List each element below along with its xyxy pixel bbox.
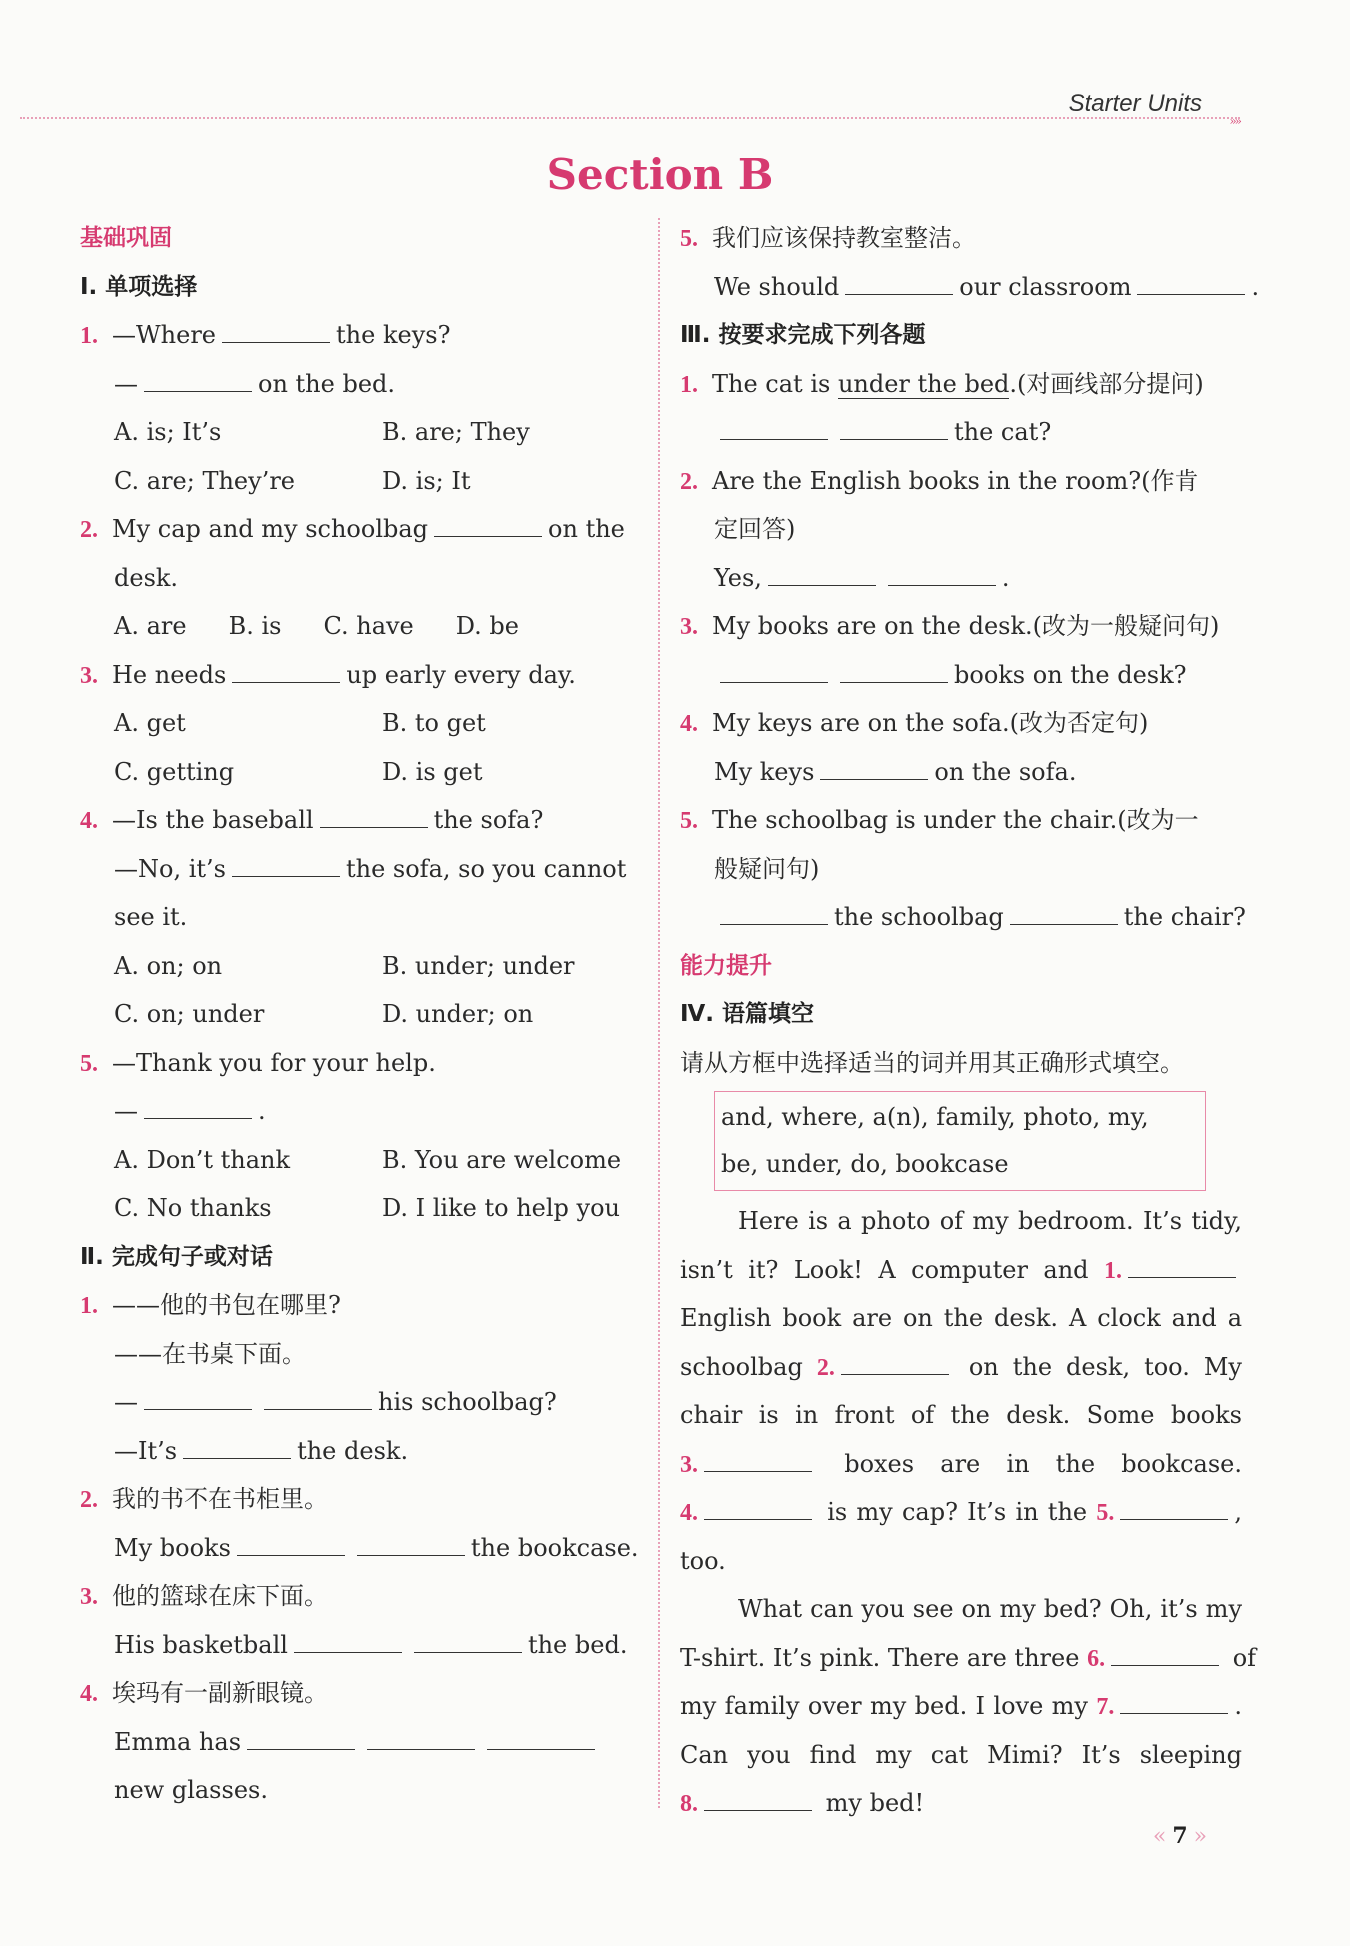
answer-blank[interactable]: [144, 1096, 252, 1119]
passage-line: 3. boxes are in the bookcase.: [680, 1449, 1242, 1478]
passage-line: 8. my bed!: [680, 1789, 925, 1817]
sentence-4: 4. 埃玛有一副新眼镜。: [80, 1679, 328, 1707]
answer-blank[interactable]: [144, 1387, 252, 1410]
answer-blank[interactable]: [247, 1727, 355, 1750]
answer-blank[interactable]: [704, 1788, 812, 1811]
answer-blank[interactable]: [720, 660, 828, 683]
options-row: A. is; It’s B. are; They: [114, 418, 530, 446]
answer-blank[interactable]: [720, 902, 828, 925]
answer-blank[interactable]: [414, 1630, 522, 1653]
answer-blank[interactable]: [367, 1727, 475, 1750]
answer-blank[interactable]: [841, 1352, 949, 1375]
question-2: 2. My cap and my schoolbag on the: [80, 515, 625, 543]
passage-line: English book are on the desk. A clock and a: [680, 1304, 1242, 1332]
task-2: 2. Are the English books in the room?(作肯: [680, 466, 1199, 495]
answer-blank[interactable]: [820, 757, 928, 780]
part2-heading: Ⅱ. 完成句子或对话: [80, 1243, 273, 1270]
task-5-line3: the schoolbag the chair?: [680, 893, 1242, 942]
sentence-1-line2: ——在书桌下面。: [114, 1339, 306, 1368]
answer-blank[interactable]: [1111, 1643, 1219, 1666]
task-4-line2: My keys on the sofa.: [714, 757, 1077, 786]
task-5-line2: 般疑问句): [714, 854, 820, 883]
options-row: C. getting D. is get: [114, 757, 483, 786]
answer-blank[interactable]: [1010, 902, 1118, 925]
answer-blank[interactable]: [144, 369, 252, 392]
sentence-2-line2: My books the bookcase.: [114, 1533, 639, 1562]
passage-line: too.: [680, 1546, 726, 1575]
answer-blank[interactable]: [1137, 272, 1245, 295]
sentence-1-line4: —It’s the desk.: [114, 1436, 409, 1465]
answer-blank[interactable]: [294, 1630, 402, 1653]
question-3: 3. He needs up early every day.: [80, 660, 576, 689]
task-3: 3. My books are on the desk.(改为一般疑问句): [680, 612, 1220, 640]
part1-label: 基础巩固: [80, 225, 172, 251]
passage-line: Can you find my cat Mimi? It’s sleeping: [680, 1740, 1242, 1769]
instruction: 请从方框中选择适当的词并用其正确形式填空。: [680, 1048, 1184, 1077]
running-title: Starter Units: [1068, 90, 1202, 117]
passage-line: my family over my bed. I love my 7. .: [680, 1692, 1242, 1720]
page-number: « 7 »: [1152, 1823, 1208, 1849]
answer-blank[interactable]: [704, 1449, 812, 1472]
part4-heading: Ⅳ. 语篇填空: [680, 1001, 815, 1027]
answer-blank[interactable]: [840, 417, 948, 440]
task-5: 5. The schoolbag is under the chair.(改为一: [680, 806, 1199, 834]
options-row: A. get B. to get: [114, 709, 486, 737]
passage-line: What can you see on my bed? Oh, it’s my: [738, 1595, 1242, 1623]
answer-blank[interactable]: [845, 272, 953, 295]
task-3-line2: books on the desk?: [680, 651, 1242, 700]
task-1-line2: the cat?: [680, 408, 1242, 457]
sentence-3-line2: His basketball the bed.: [114, 1630, 628, 1659]
answer-blank[interactable]: [232, 660, 340, 683]
sentence-4-line2: Emma has: [80, 1718, 640, 1767]
question-4: 4. —Is the baseball the sofa?: [80, 806, 544, 834]
question-4-line2: —No, it’s the sofa, so you cannot: [114, 854, 627, 883]
word-box-line: and, where, a(n), family, photo, my,: [721, 1103, 1149, 1131]
options-row: C. are; They’re D. is; It: [114, 466, 471, 495]
answer-blank[interactable]: [320, 805, 428, 828]
answer-blank[interactable]: [768, 563, 876, 586]
sentence-4-line3: new glasses.: [114, 1776, 268, 1804]
answer-blank[interactable]: [888, 563, 996, 586]
options-row: C. on; under D. under; on: [114, 1000, 534, 1028]
sentence-2: 2. 我的书不在书柜里。: [80, 1485, 328, 1513]
answer-blank[interactable]: [222, 320, 330, 343]
part4-label: 能力提升: [680, 952, 772, 979]
sentence-5: 5. 我们应该保持教室整洁。: [680, 224, 976, 252]
question-1: 1. —Where the keys?: [80, 321, 451, 349]
left-column: [80, 214, 640, 1815]
header-dotted-rule: [20, 117, 1240, 119]
question-2-line2: desk.: [114, 563, 179, 592]
task-2-line3: Yes, .: [714, 563, 1010, 592]
section-title: Section B: [546, 150, 774, 199]
answer-blank[interactable]: [357, 1533, 465, 1556]
part1-heading: Ⅰ. 单项选择: [80, 273, 198, 300]
passage-line: 4. is my cap? It’s in the 5. ,: [680, 1498, 1242, 1526]
passage-line: T-shirt. It’s pink. There are three 6. of: [680, 1643, 1257, 1672]
answer-blank[interactable]: [1120, 1497, 1228, 1520]
question-5: 5. —Thank you for your help.: [80, 1048, 436, 1077]
column-divider: [658, 218, 660, 1808]
answer-blank[interactable]: [487, 1727, 595, 1750]
sentence-1: 1. ——他的书包在哪里?: [80, 1291, 341, 1319]
question-1-line2: — on the bed.: [114, 369, 396, 398]
passage-line: chair is in front of the desk. Some books: [680, 1401, 1242, 1429]
passage-line: schoolbag 2. on the desk, too. My: [680, 1352, 1242, 1381]
answer-blank[interactable]: [183, 1436, 291, 1459]
options-row: C. No thanks D. I like to help you: [114, 1194, 620, 1222]
underlined-phrase: under the bed: [837, 369, 1010, 398]
answer-blank[interactable]: [840, 660, 948, 683]
sentence-5-line2: We should our classroom .: [714, 272, 1260, 301]
chevron-right-icon: »: [1193, 1824, 1208, 1849]
sentence-3: 3. 他的篮球在床下面。: [80, 1582, 328, 1610]
answer-blank[interactable]: [232, 854, 340, 877]
options-row: A. on; on B. under; under: [114, 951, 575, 980]
chevron-left-icon: «: [1152, 1824, 1167, 1849]
passage-line: Here is a photo of my bedroom. It’s tidy,: [738, 1207, 1242, 1235]
answer-blank[interactable]: [434, 514, 542, 537]
question-4-line3: see it.: [114, 903, 188, 931]
passage-line: isn’t it? Look! A computer and 1.: [680, 1246, 1242, 1295]
task-2-line2: 定回答): [714, 515, 796, 543]
answer-blank[interactable]: [1120, 1691, 1228, 1714]
options-row: A. are B. is C. have D. be: [114, 612, 519, 640]
part3-heading: Ⅲ. 按要求完成下列各题: [680, 322, 926, 348]
answer-blank[interactable]: [720, 417, 828, 440]
answer-blank[interactable]: [1128, 1255, 1236, 1278]
answer-blank[interactable]: [704, 1497, 812, 1520]
sentence-1-line3: — his schoolbag?: [114, 1388, 557, 1416]
word-box: [714, 1091, 1206, 1191]
right-column: [680, 214, 1260, 1828]
answer-blank[interactable]: [264, 1387, 372, 1410]
question-5-line2: — .: [114, 1097, 266, 1125]
task-1: 1. The cat is under the bed.(对画线部分提问): [680, 369, 1204, 398]
answer-blank[interactable]: [237, 1533, 345, 1556]
word-box-line: be, under, do, bookcase: [721, 1150, 1009, 1178]
chevrons-icon: »»: [1229, 114, 1240, 128]
options-row: A. Don’t thank B. You are welcome: [114, 1145, 622, 1174]
task-4: 4. My keys are on the sofa.(改为否定句): [680, 709, 1149, 737]
